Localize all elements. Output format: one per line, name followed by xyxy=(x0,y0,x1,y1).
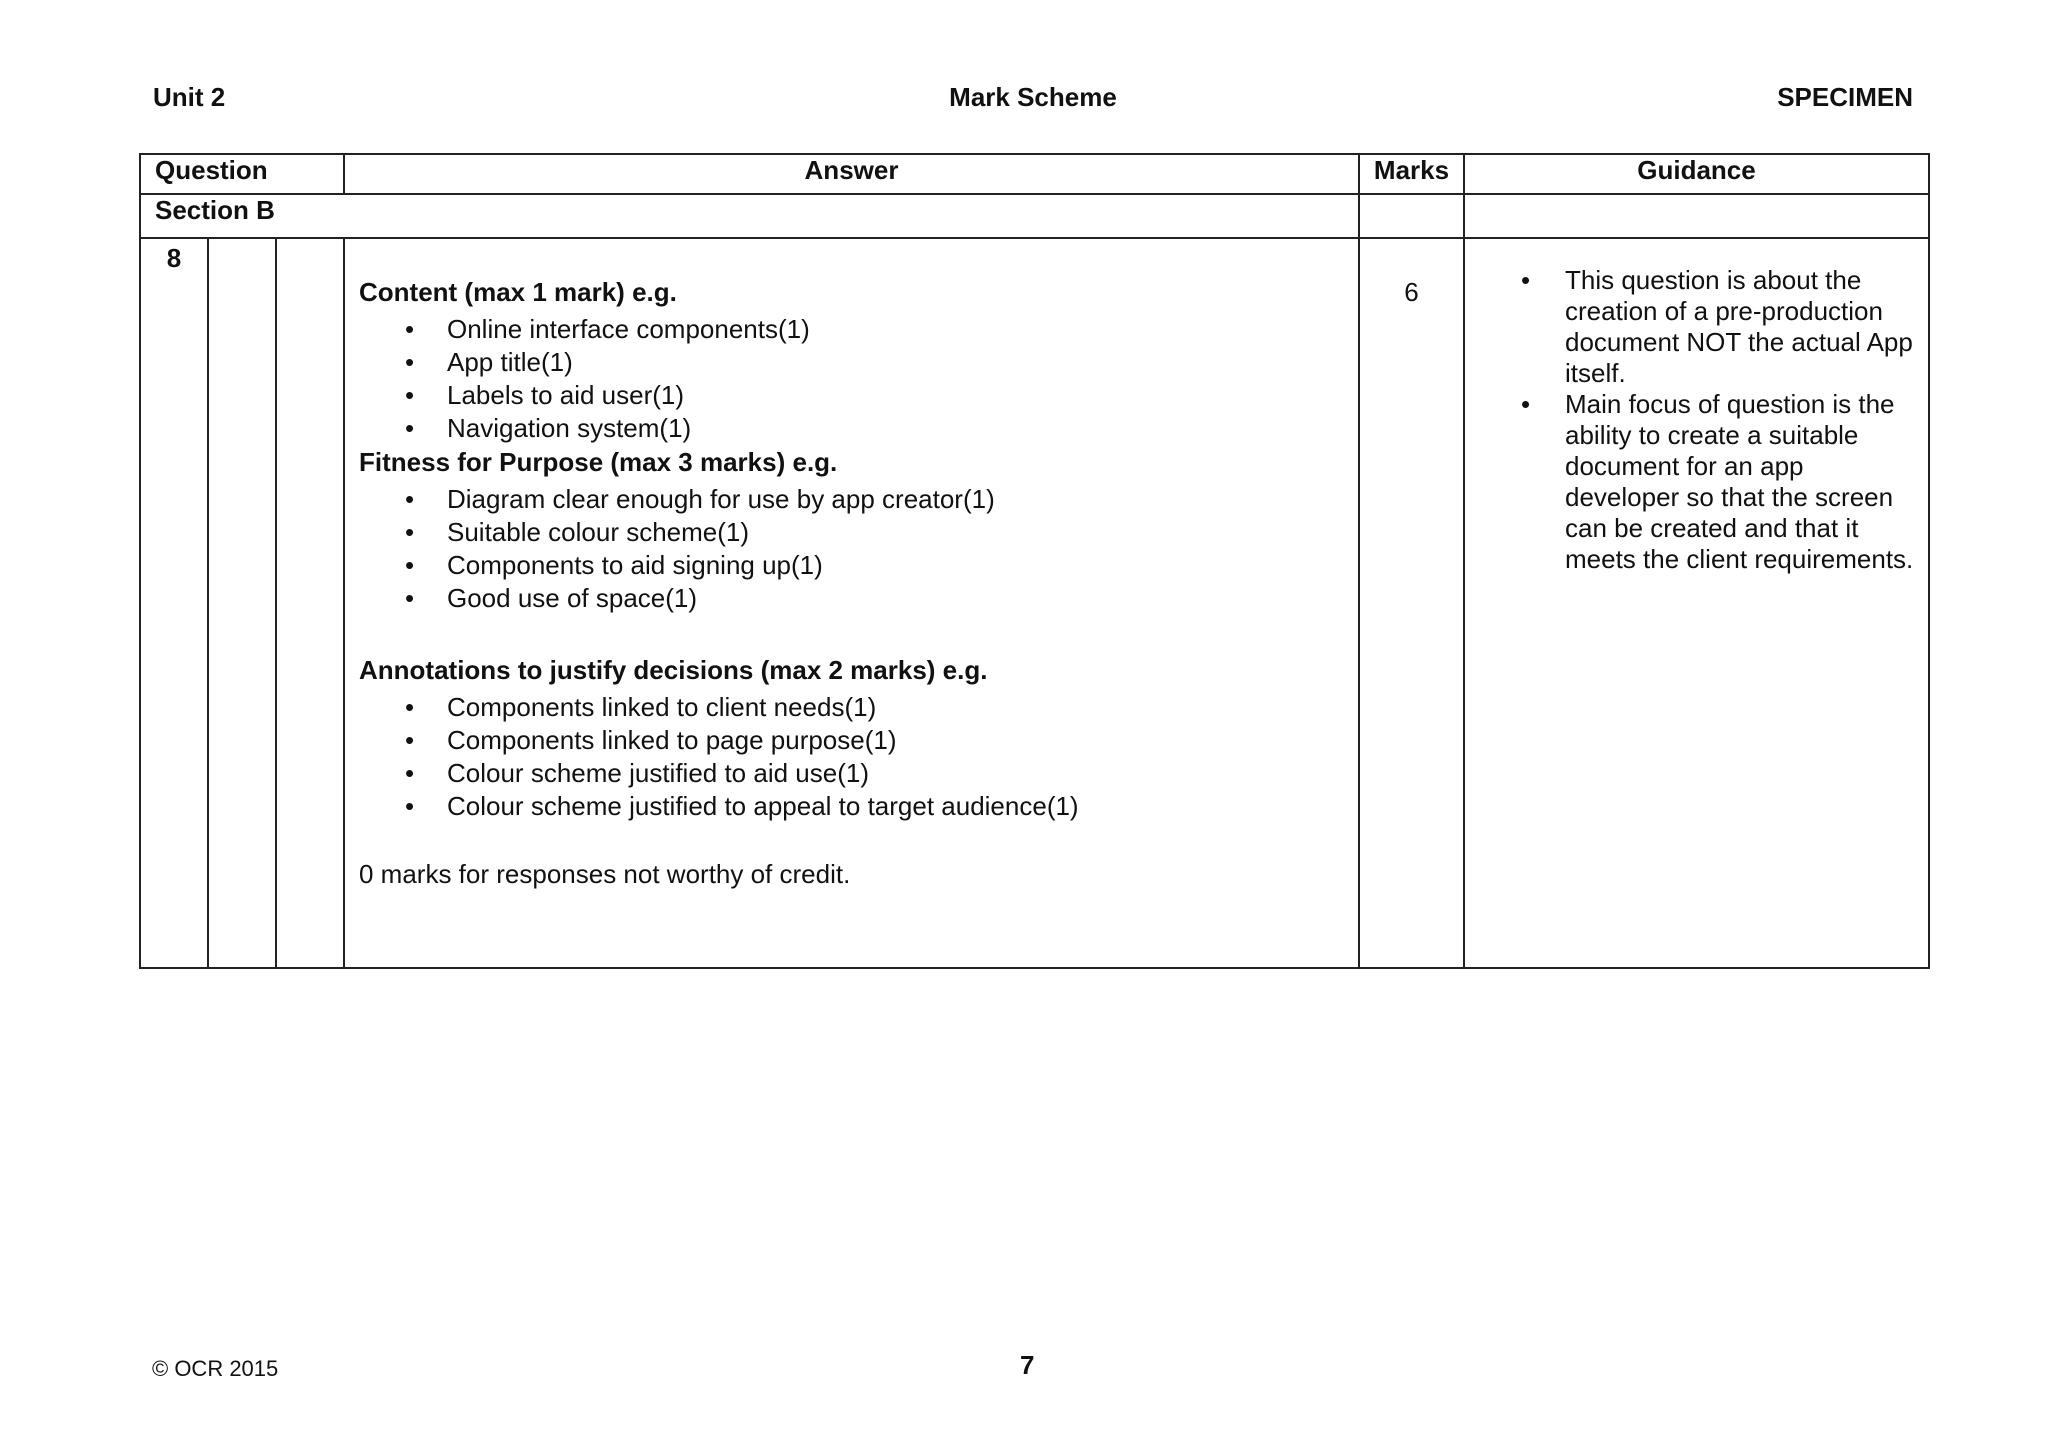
question-number: 8 xyxy=(140,238,208,968)
document-title: Mark Scheme xyxy=(949,82,1117,112)
mark-scheme-table xyxy=(139,153,1930,969)
marks-value: 6 xyxy=(1359,238,1464,968)
list-item: • Online interface components(1) xyxy=(405,314,810,344)
bullet-icon: • xyxy=(405,314,415,344)
guidance-cell xyxy=(1464,238,1929,968)
page-number: 7 xyxy=(1020,1350,1035,1380)
list-item: • Components linked to client needs(1) xyxy=(405,692,877,722)
guidance-list xyxy=(1465,265,1918,575)
list-item: • Colour scheme justified to aid use(1) xyxy=(405,758,869,788)
answer-cell xyxy=(344,238,1359,968)
section-guidance-cell xyxy=(1464,194,1929,238)
question-column-header: Question xyxy=(140,154,344,194)
content-heading: Content (max 1 mark) e.g. xyxy=(359,277,677,307)
fitness-list xyxy=(359,483,1344,615)
specimen-label: SPECIMEN xyxy=(1777,82,1913,112)
list-item: • Labels to aid user(1) xyxy=(405,380,685,410)
bullet-icon: • xyxy=(405,380,415,410)
list-item: • Good use of space(1) xyxy=(405,583,698,613)
guidance-column-header: Guidance xyxy=(1464,154,1929,194)
bullet-icon: • xyxy=(405,484,415,514)
section-marks-cell xyxy=(1359,194,1464,238)
table-header-row xyxy=(140,154,1929,194)
bullet-icon: • xyxy=(405,791,415,821)
fitness-heading: Fitness for Purpose (max 3 marks) e.g. xyxy=(359,447,838,477)
sub-question-cell xyxy=(208,238,276,968)
section-row xyxy=(140,194,1929,238)
table-row xyxy=(140,238,1929,968)
list-item: • Diagram clear enough for use by app creator(1) xyxy=(405,484,995,514)
bullet-icon: • xyxy=(405,758,415,788)
marks-column-header: Marks xyxy=(1359,154,1464,194)
sub-part-cell xyxy=(276,238,344,968)
section-label: Section B xyxy=(140,194,1359,238)
bullet-icon: • xyxy=(405,550,415,580)
page-header xyxy=(153,82,1913,116)
bullet-icon: • xyxy=(405,692,415,722)
answer-column-header: Answer xyxy=(344,154,1359,194)
copyright-notice: © OCR 2015 xyxy=(152,1356,279,1381)
unit-label: Unit 2 xyxy=(153,82,226,112)
list-item: • Components to aid signing up(1) xyxy=(405,550,823,580)
annotations-list xyxy=(359,691,1344,823)
list-item: • Colour scheme justified to appeal to target audience(1) xyxy=(405,791,1079,821)
zero-marks-note: 0 marks for responses not worthy of credit. xyxy=(359,859,851,889)
list-item: • Main focus of question is the ability to create a suitable document for an app developer so that the screen can be created and that it meets the client requirements. xyxy=(1521,389,1914,574)
list-item: • Suitable colour scheme(1) xyxy=(405,517,750,547)
bullet-icon: • xyxy=(405,725,415,755)
bullet-icon: • xyxy=(405,583,415,613)
content-list xyxy=(359,313,1344,445)
bullet-icon: • xyxy=(405,517,415,547)
bullet-icon: • xyxy=(405,413,415,443)
list-item: • Components linked to page purpose(1) xyxy=(405,725,897,755)
bullet-icon: • xyxy=(405,347,415,377)
annotations-heading: Annotations to justify decisions (max 2 marks) e.g. xyxy=(359,655,988,685)
list-item: • App title(1) xyxy=(405,347,573,377)
list-item: • Navigation system(1) xyxy=(405,413,692,443)
bullet-icon: • xyxy=(1521,389,1531,419)
bullet-icon: • xyxy=(1521,265,1531,295)
list-item: • This question is about the creation of a pre-production document NOT the actual App itself. xyxy=(1521,265,1913,388)
